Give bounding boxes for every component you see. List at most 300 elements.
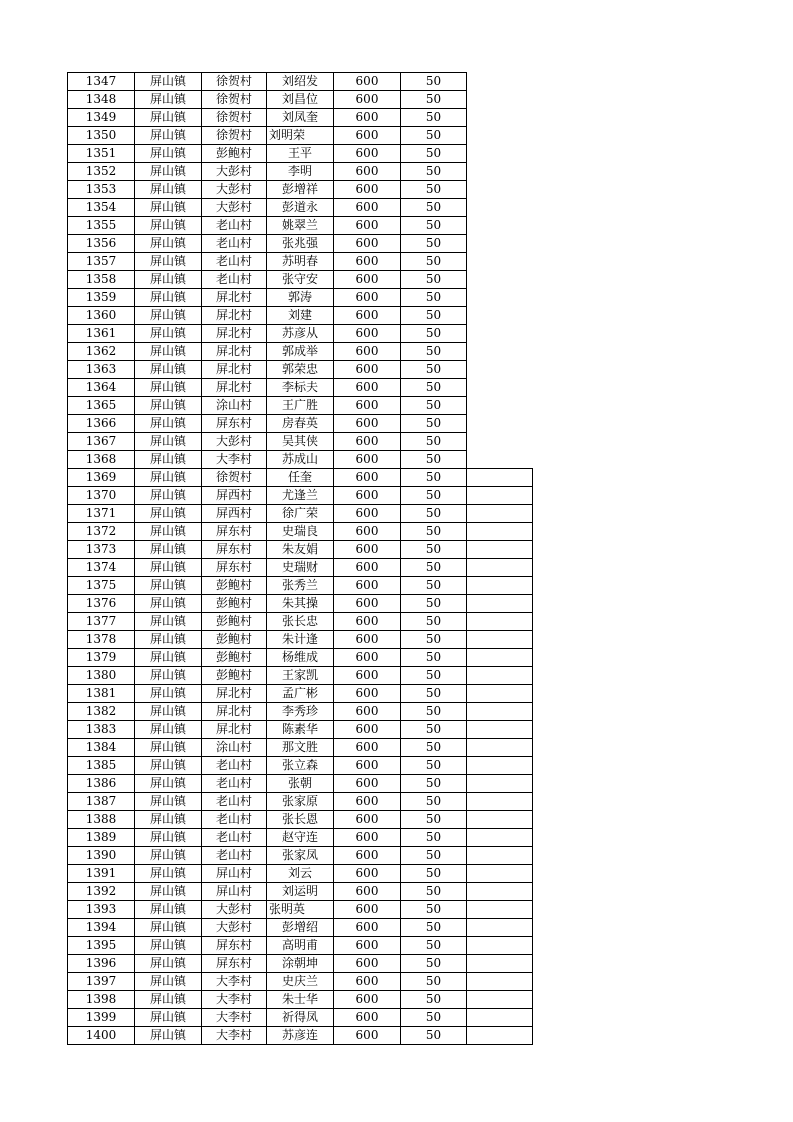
table-row xyxy=(68,163,533,181)
name-cell: 张明英 xyxy=(267,901,334,919)
amount-cell: 600 xyxy=(334,577,401,595)
village-cell: 屏西村 xyxy=(202,505,267,523)
name-cell: 刘凤奎 xyxy=(267,109,334,127)
value-cell: 50 xyxy=(401,451,467,469)
empty-cell xyxy=(467,397,533,415)
row-number-cell: 1358 xyxy=(68,271,135,289)
table-body xyxy=(68,73,533,1045)
name-cell: 刘明荣 xyxy=(267,127,334,145)
value-cell: 50 xyxy=(401,793,467,811)
table-row xyxy=(68,685,533,703)
row-number-cell: 1387 xyxy=(68,793,135,811)
amount-cell: 600 xyxy=(334,919,401,937)
name-cell: 祈得凤 xyxy=(267,1009,334,1027)
empty-cell xyxy=(467,937,533,955)
empty-cell xyxy=(467,127,533,145)
table-row xyxy=(68,253,533,271)
name-cell: 任奎 xyxy=(267,469,334,487)
name-cell: 刘绍发 xyxy=(267,73,334,91)
town-cell: 屏山镇 xyxy=(135,127,202,145)
name-cell: 李明 xyxy=(267,163,334,181)
town-cell: 屏山镇 xyxy=(135,451,202,469)
table-row xyxy=(68,91,533,109)
row-number-cell: 1395 xyxy=(68,937,135,955)
village-cell: 屏西村 xyxy=(202,487,267,505)
table-row xyxy=(68,199,533,217)
amount-cell: 600 xyxy=(334,325,401,343)
village-cell: 屏北村 xyxy=(202,379,267,397)
village-cell: 老山村 xyxy=(202,757,267,775)
table-row xyxy=(68,109,533,127)
row-number-cell: 1383 xyxy=(68,721,135,739)
row-number-cell: 1384 xyxy=(68,739,135,757)
table-row xyxy=(68,919,533,937)
value-cell: 50 xyxy=(401,217,467,235)
empty-cell xyxy=(467,541,533,559)
village-cell: 屏东村 xyxy=(202,415,267,433)
amount-cell: 600 xyxy=(334,289,401,307)
value-cell: 50 xyxy=(401,235,467,253)
table-row xyxy=(68,829,533,847)
value-cell: 50 xyxy=(401,919,467,937)
amount-cell: 600 xyxy=(334,595,401,613)
amount-cell: 600 xyxy=(334,199,401,217)
village-cell: 老山村 xyxy=(202,793,267,811)
town-cell: 屏山镇 xyxy=(135,541,202,559)
row-number-cell: 1362 xyxy=(68,343,135,361)
row-number-cell: 1348 xyxy=(68,91,135,109)
row-number-cell: 1363 xyxy=(68,361,135,379)
amount-cell: 600 xyxy=(334,829,401,847)
row-number-cell: 1360 xyxy=(68,307,135,325)
town-cell: 屏山镇 xyxy=(135,829,202,847)
value-cell: 50 xyxy=(401,397,467,415)
name-cell: 朱计逢 xyxy=(267,631,334,649)
value-cell: 50 xyxy=(401,991,467,1009)
empty-cell xyxy=(467,955,533,973)
amount-cell: 600 xyxy=(334,613,401,631)
amount-cell: 600 xyxy=(334,109,401,127)
value-cell: 50 xyxy=(401,307,467,325)
village-cell: 屏山村 xyxy=(202,883,267,901)
row-number-cell: 1373 xyxy=(68,541,135,559)
row-number-cell: 1388 xyxy=(68,811,135,829)
amount-cell: 600 xyxy=(334,505,401,523)
village-cell: 屏东村 xyxy=(202,541,267,559)
row-number-cell: 1369 xyxy=(68,469,135,487)
amount-cell: 600 xyxy=(334,973,401,991)
value-cell: 50 xyxy=(401,937,467,955)
village-cell: 大彭村 xyxy=(202,901,267,919)
amount-cell: 600 xyxy=(334,901,401,919)
table-row xyxy=(68,523,533,541)
row-number-cell: 1357 xyxy=(68,253,135,271)
name-cell: 徐广荣 xyxy=(267,505,334,523)
row-number-cell: 1364 xyxy=(68,379,135,397)
village-cell: 徐贺村 xyxy=(202,73,267,91)
town-cell: 屏山镇 xyxy=(135,217,202,235)
amount-cell: 600 xyxy=(334,217,401,235)
table-row xyxy=(68,811,533,829)
name-cell: 张朝 xyxy=(267,775,334,793)
amount-cell: 600 xyxy=(334,73,401,91)
name-cell: 苏成山 xyxy=(267,451,334,469)
amount-cell: 600 xyxy=(334,253,401,271)
name-cell: 张立森 xyxy=(267,757,334,775)
village-cell: 彭鲍村 xyxy=(202,667,267,685)
town-cell: 屏山镇 xyxy=(135,739,202,757)
table-row xyxy=(68,73,533,91)
amount-cell: 600 xyxy=(334,793,401,811)
value-cell: 50 xyxy=(401,595,467,613)
table-row xyxy=(68,937,533,955)
empty-cell xyxy=(467,451,533,469)
table-row xyxy=(68,181,533,199)
town-cell: 屏山镇 xyxy=(135,343,202,361)
row-number-cell: 1393 xyxy=(68,901,135,919)
value-cell: 50 xyxy=(401,883,467,901)
row-number-cell: 1385 xyxy=(68,757,135,775)
empty-cell xyxy=(467,667,533,685)
town-cell: 屏山镇 xyxy=(135,919,202,937)
empty-cell xyxy=(467,739,533,757)
village-cell: 老山村 xyxy=(202,271,267,289)
value-cell: 50 xyxy=(401,703,467,721)
name-cell: 杨维成 xyxy=(267,649,334,667)
empty-cell xyxy=(467,415,533,433)
village-cell: 屏北村 xyxy=(202,721,267,739)
village-cell: 彭鲍村 xyxy=(202,595,267,613)
row-number-cell: 1398 xyxy=(68,991,135,1009)
value-cell: 50 xyxy=(401,649,467,667)
town-cell: 屏山镇 xyxy=(135,253,202,271)
empty-cell xyxy=(467,91,533,109)
empty-cell xyxy=(467,145,533,163)
empty-cell xyxy=(467,811,533,829)
town-cell: 屏山镇 xyxy=(135,577,202,595)
town-cell: 屏山镇 xyxy=(135,631,202,649)
village-cell: 老山村 xyxy=(202,847,267,865)
amount-cell: 600 xyxy=(334,145,401,163)
amount-cell: 600 xyxy=(334,559,401,577)
name-cell: 张秀兰 xyxy=(267,577,334,595)
name-cell: 尤逢兰 xyxy=(267,487,334,505)
town-cell: 屏山镇 xyxy=(135,667,202,685)
empty-cell xyxy=(467,235,533,253)
village-cell: 徐贺村 xyxy=(202,469,267,487)
row-number-cell: 1399 xyxy=(68,1009,135,1027)
table-row xyxy=(68,991,533,1009)
name-cell: 彭增祥 xyxy=(267,181,334,199)
table-row xyxy=(68,433,533,451)
town-cell: 屏山镇 xyxy=(135,307,202,325)
village-cell: 徐贺村 xyxy=(202,127,267,145)
table-row xyxy=(68,1009,533,1027)
town-cell: 屏山镇 xyxy=(135,199,202,217)
row-number-cell: 1371 xyxy=(68,505,135,523)
value-cell: 50 xyxy=(401,847,467,865)
table-row xyxy=(68,217,533,235)
value-cell: 50 xyxy=(401,487,467,505)
row-number-cell: 1389 xyxy=(68,829,135,847)
village-cell: 大李村 xyxy=(202,1027,267,1045)
table-row xyxy=(68,847,533,865)
name-cell: 史瑞财 xyxy=(267,559,334,577)
table-row xyxy=(68,631,533,649)
village-cell: 彭鲍村 xyxy=(202,649,267,667)
town-cell: 屏山镇 xyxy=(135,271,202,289)
value-cell: 50 xyxy=(401,757,467,775)
amount-cell: 600 xyxy=(334,937,401,955)
village-cell: 屏东村 xyxy=(202,955,267,973)
row-number-cell: 1367 xyxy=(68,433,135,451)
amount-cell: 600 xyxy=(334,991,401,1009)
amount-cell: 600 xyxy=(334,703,401,721)
town-cell: 屏山镇 xyxy=(135,181,202,199)
name-cell: 朱士华 xyxy=(267,991,334,1009)
village-cell: 老山村 xyxy=(202,829,267,847)
row-number-cell: 1370 xyxy=(68,487,135,505)
town-cell: 屏山镇 xyxy=(135,811,202,829)
town-cell: 屏山镇 xyxy=(135,487,202,505)
empty-cell xyxy=(467,325,533,343)
value-cell: 50 xyxy=(401,325,467,343)
value-cell: 50 xyxy=(401,901,467,919)
empty-cell xyxy=(467,631,533,649)
name-cell: 苏彦从 xyxy=(267,325,334,343)
town-cell: 屏山镇 xyxy=(135,1027,202,1045)
value-cell: 50 xyxy=(401,271,467,289)
empty-cell xyxy=(467,847,533,865)
empty-cell xyxy=(467,703,533,721)
empty-cell xyxy=(467,199,533,217)
name-cell: 朱友娟 xyxy=(267,541,334,559)
value-cell: 50 xyxy=(401,613,467,631)
empty-cell xyxy=(467,649,533,667)
name-cell: 那文胜 xyxy=(267,739,334,757)
name-cell: 赵守连 xyxy=(267,829,334,847)
row-number-cell: 1379 xyxy=(68,649,135,667)
name-cell: 张家凤 xyxy=(267,847,334,865)
value-cell: 50 xyxy=(401,469,467,487)
value-cell: 50 xyxy=(401,667,467,685)
town-cell: 屏山镇 xyxy=(135,109,202,127)
village-cell: 屏北村 xyxy=(202,343,267,361)
table-row xyxy=(68,865,533,883)
row-number-cell: 1392 xyxy=(68,883,135,901)
town-cell: 屏山镇 xyxy=(135,865,202,883)
town-cell: 屏山镇 xyxy=(135,955,202,973)
amount-cell: 600 xyxy=(334,811,401,829)
amount-cell: 600 xyxy=(334,271,401,289)
town-cell: 屏山镇 xyxy=(135,163,202,181)
amount-cell: 600 xyxy=(334,667,401,685)
town-cell: 屏山镇 xyxy=(135,397,202,415)
name-cell: 郭涛 xyxy=(267,289,334,307)
empty-cell xyxy=(467,613,533,631)
row-number-cell: 1354 xyxy=(68,199,135,217)
empty-cell xyxy=(467,919,533,937)
name-cell: 苏彦连 xyxy=(267,1027,334,1045)
town-cell: 屏山镇 xyxy=(135,991,202,1009)
value-cell: 50 xyxy=(401,631,467,649)
village-cell: 徐贺村 xyxy=(202,91,267,109)
value-cell: 50 xyxy=(401,577,467,595)
town-cell: 屏山镇 xyxy=(135,793,202,811)
empty-cell xyxy=(467,361,533,379)
value-cell: 50 xyxy=(401,253,467,271)
table-row xyxy=(68,541,533,559)
name-cell: 刘昌位 xyxy=(267,91,334,109)
value-cell: 50 xyxy=(401,739,467,757)
empty-cell xyxy=(467,685,533,703)
value-cell: 50 xyxy=(401,1009,467,1027)
village-cell: 老山村 xyxy=(202,253,267,271)
village-cell: 屏北村 xyxy=(202,703,267,721)
village-cell: 大彭村 xyxy=(202,919,267,937)
table-row xyxy=(68,577,533,595)
empty-cell xyxy=(467,505,533,523)
empty-cell xyxy=(467,559,533,577)
table-row xyxy=(68,559,533,577)
table-row xyxy=(68,721,533,739)
village-cell: 老山村 xyxy=(202,217,267,235)
value-cell: 50 xyxy=(401,811,467,829)
table-row xyxy=(68,775,533,793)
empty-cell xyxy=(467,577,533,595)
value-cell: 50 xyxy=(401,775,467,793)
value-cell: 50 xyxy=(401,199,467,217)
name-cell: 朱其操 xyxy=(267,595,334,613)
empty-cell xyxy=(467,865,533,883)
value-cell: 50 xyxy=(401,685,467,703)
empty-cell xyxy=(467,379,533,397)
value-cell: 50 xyxy=(401,415,467,433)
town-cell: 屏山镇 xyxy=(135,523,202,541)
table-row xyxy=(68,955,533,973)
row-number-cell: 1382 xyxy=(68,703,135,721)
empty-cell xyxy=(467,793,533,811)
village-cell: 屏东村 xyxy=(202,523,267,541)
town-cell: 屏山镇 xyxy=(135,145,202,163)
value-cell: 50 xyxy=(401,109,467,127)
village-cell: 屏山村 xyxy=(202,865,267,883)
row-number-cell: 1377 xyxy=(68,613,135,631)
data-table xyxy=(67,72,533,1045)
town-cell: 屏山镇 xyxy=(135,649,202,667)
row-number-cell: 1351 xyxy=(68,145,135,163)
amount-cell: 600 xyxy=(334,883,401,901)
row-number-cell: 1368 xyxy=(68,451,135,469)
table-row xyxy=(68,145,533,163)
amount-cell: 600 xyxy=(334,685,401,703)
table-row xyxy=(68,469,533,487)
town-cell: 屏山镇 xyxy=(135,973,202,991)
village-cell: 老山村 xyxy=(202,811,267,829)
village-cell: 大彭村 xyxy=(202,163,267,181)
empty-cell xyxy=(467,433,533,451)
town-cell: 屏山镇 xyxy=(135,703,202,721)
village-cell: 屏东村 xyxy=(202,937,267,955)
empty-cell xyxy=(467,775,533,793)
value-cell: 50 xyxy=(401,829,467,847)
amount-cell: 600 xyxy=(334,955,401,973)
row-number-cell: 1380 xyxy=(68,667,135,685)
row-number-cell: 1396 xyxy=(68,955,135,973)
empty-cell xyxy=(467,343,533,361)
name-cell: 彭道永 xyxy=(267,199,334,217)
empty-cell xyxy=(467,991,533,1009)
village-cell: 彭鲍村 xyxy=(202,631,267,649)
amount-cell: 600 xyxy=(334,631,401,649)
value-cell: 50 xyxy=(401,433,467,451)
table-row xyxy=(68,739,533,757)
value-cell: 50 xyxy=(401,361,467,379)
row-number-cell: 1374 xyxy=(68,559,135,577)
village-cell: 老山村 xyxy=(202,775,267,793)
amount-cell: 600 xyxy=(334,739,401,757)
table-row xyxy=(68,451,533,469)
village-cell: 涂山村 xyxy=(202,397,267,415)
village-cell: 屏北村 xyxy=(202,361,267,379)
town-cell: 屏山镇 xyxy=(135,721,202,739)
value-cell: 50 xyxy=(401,955,467,973)
town-cell: 屏山镇 xyxy=(135,505,202,523)
value-cell: 50 xyxy=(401,127,467,145)
town-cell: 屏山镇 xyxy=(135,325,202,343)
empty-cell xyxy=(467,1009,533,1027)
amount-cell: 600 xyxy=(334,91,401,109)
empty-cell xyxy=(467,253,533,271)
village-cell: 大李村 xyxy=(202,451,267,469)
row-number-cell: 1394 xyxy=(68,919,135,937)
name-cell: 史瑞良 xyxy=(267,523,334,541)
name-cell: 张兆强 xyxy=(267,235,334,253)
empty-cell xyxy=(467,901,533,919)
row-number-cell: 1372 xyxy=(68,523,135,541)
value-cell: 50 xyxy=(401,91,467,109)
name-cell: 房春英 xyxy=(267,415,334,433)
table-row xyxy=(68,973,533,991)
amount-cell: 600 xyxy=(334,487,401,505)
empty-cell xyxy=(467,163,533,181)
village-cell: 屏东村 xyxy=(202,559,267,577)
table-row xyxy=(68,793,533,811)
value-cell: 50 xyxy=(401,541,467,559)
value-cell: 50 xyxy=(401,163,467,181)
name-cell: 王家凯 xyxy=(267,667,334,685)
table-row xyxy=(68,361,533,379)
table-row xyxy=(68,613,533,631)
village-cell: 涂山村 xyxy=(202,739,267,757)
name-cell: 王平 xyxy=(267,145,334,163)
name-cell: 吴其侠 xyxy=(267,433,334,451)
table-row xyxy=(68,343,533,361)
row-number-cell: 1397 xyxy=(68,973,135,991)
town-cell: 屏山镇 xyxy=(135,235,202,253)
name-cell: 刘建 xyxy=(267,307,334,325)
name-cell: 郭荣忠 xyxy=(267,361,334,379)
row-number-cell: 1353 xyxy=(68,181,135,199)
name-cell: 李标夫 xyxy=(267,379,334,397)
empty-cell xyxy=(467,595,533,613)
table-row xyxy=(68,307,533,325)
table-row xyxy=(68,379,533,397)
village-cell: 大彭村 xyxy=(202,199,267,217)
village-cell: 屏北村 xyxy=(202,325,267,343)
village-cell: 大彭村 xyxy=(202,181,267,199)
town-cell: 屏山镇 xyxy=(135,901,202,919)
